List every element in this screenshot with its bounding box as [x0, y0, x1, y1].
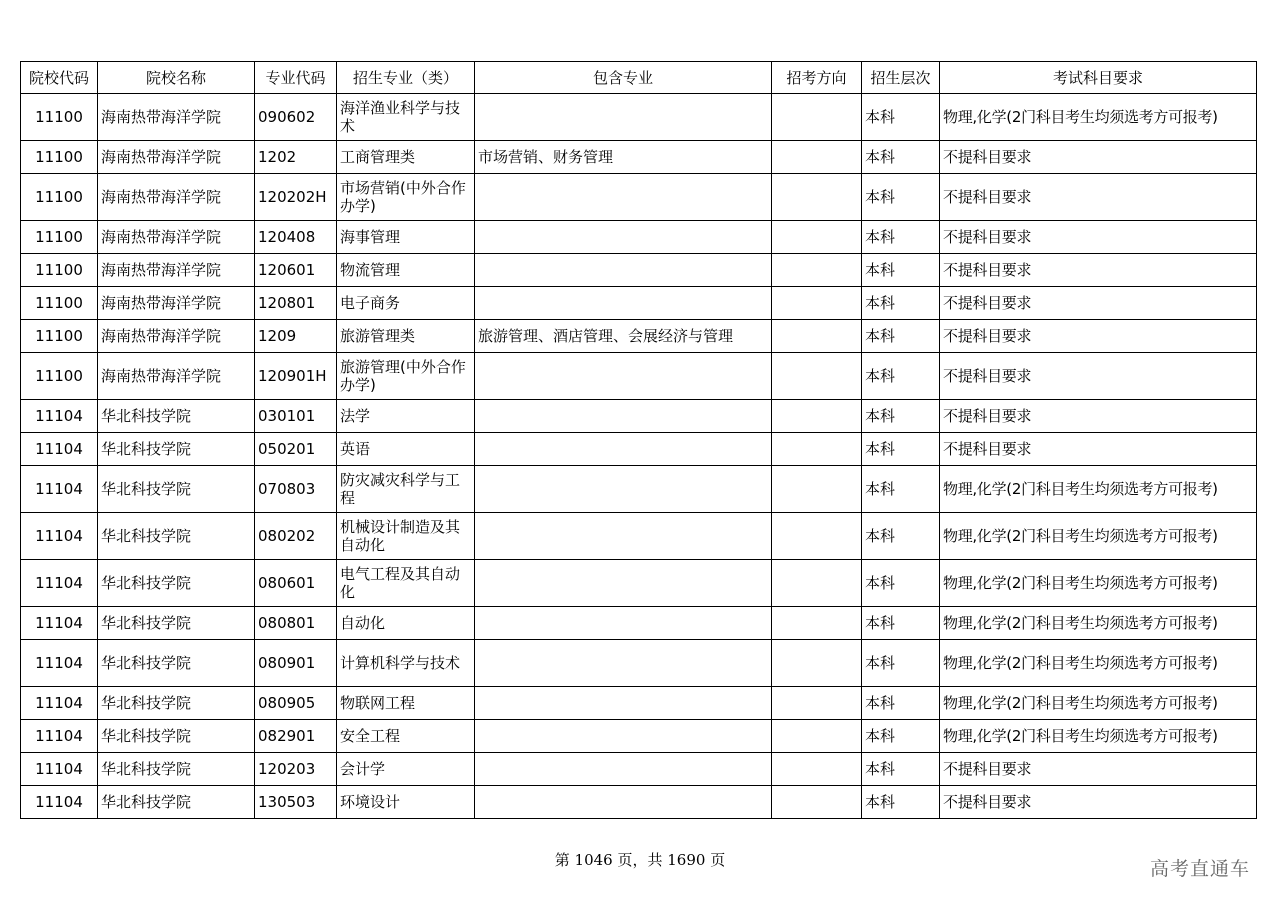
included-majors-cell: 市场营销、财务管理 [475, 141, 772, 174]
level-cell: 本科 [862, 687, 940, 720]
table-row [21, 687, 1257, 720]
direction-cell [772, 640, 862, 687]
level-cell: 本科 [862, 433, 940, 466]
direction-cell [772, 353, 862, 400]
major-cell: 电子商务 [337, 287, 475, 320]
table-row [21, 513, 1257, 560]
level-cell: 本科 [862, 174, 940, 221]
level-cell: 本科 [862, 400, 940, 433]
table-row [21, 221, 1257, 254]
level-cell: 本科 [862, 513, 940, 560]
table-body [21, 94, 1257, 819]
level-cell: 本科 [862, 287, 940, 320]
major-cell: 电气工程及其自动化 [337, 560, 475, 607]
included-majors-cell [475, 254, 772, 287]
subject-requirement-cell: 物理,化学(2门科目考生均须选考方可报考) [940, 560, 1257, 607]
level-cell: 本科 [862, 560, 940, 607]
major-code-cell: 050201 [255, 433, 337, 466]
direction-cell [772, 400, 862, 433]
included-majors-cell [475, 560, 772, 607]
included-majors-cell [475, 174, 772, 221]
level-cell: 本科 [862, 607, 940, 640]
table-row [21, 607, 1257, 640]
direction-cell [772, 753, 862, 786]
subject-requirement-cell: 不提科目要求 [940, 174, 1257, 221]
direction-cell [772, 466, 862, 513]
level-cell: 本科 [862, 320, 940, 353]
included-majors-cell [475, 513, 772, 560]
included-majors-cell [475, 786, 772, 819]
subject-requirement-cell: 不提科目要求 [940, 400, 1257, 433]
major-code-cell: 030101 [255, 400, 337, 433]
school-name-cell: 海南热带海洋学院 [98, 353, 255, 400]
subject-requirement-cell: 物理,化学(2门科目考生均须选考方可报考) [940, 640, 1257, 687]
major-code-cell: 120801 [255, 287, 337, 320]
direction-cell [772, 786, 862, 819]
table-row [21, 433, 1257, 466]
school-name-cell: 华北科技学院 [98, 640, 255, 687]
table-header [21, 62, 1257, 94]
subject-requirement-cell: 不提科目要求 [940, 254, 1257, 287]
school-name-cell: 华北科技学院 [98, 433, 255, 466]
major-code-cell: 080601 [255, 560, 337, 607]
major-code-cell: 082901 [255, 720, 337, 753]
school-name-cell: 海南热带海洋学院 [98, 221, 255, 254]
major-cell: 自动化 [337, 607, 475, 640]
direction-cell [772, 254, 862, 287]
table-row [21, 94, 1257, 141]
header-school-name: 院校名称 [98, 62, 255, 94]
included-majors-cell [475, 607, 772, 640]
major-cell: 旅游管理类 [337, 320, 475, 353]
header-included-majors: 包含专业 [475, 62, 772, 94]
table-row [21, 720, 1257, 753]
direction-cell [772, 320, 862, 353]
subject-requirement-cell: 不提科目要求 [940, 753, 1257, 786]
school-code-cell: 11104 [21, 560, 98, 607]
header-major-code: 专业代码 [255, 62, 337, 94]
included-majors-cell [475, 221, 772, 254]
school-name-cell: 海南热带海洋学院 [98, 287, 255, 320]
level-cell: 本科 [862, 353, 940, 400]
subject-requirement-cell: 不提科目要求 [940, 221, 1257, 254]
subject-requirement-cell: 物理,化学(2门科目考生均须选考方可报考) [940, 513, 1257, 560]
header-major: 招生专业（类） [337, 62, 475, 94]
major-code-cell: 120202H [255, 174, 337, 221]
major-code-cell: 120203 [255, 753, 337, 786]
subject-requirement-cell: 物理,化学(2门科目考生均须选考方可报考) [940, 466, 1257, 513]
school-code-cell: 11104 [21, 687, 98, 720]
major-cell: 英语 [337, 433, 475, 466]
table-row [21, 287, 1257, 320]
school-name-cell: 海南热带海洋学院 [98, 94, 255, 141]
school-code-cell: 11100 [21, 254, 98, 287]
subject-requirement-cell: 不提科目要求 [940, 786, 1257, 819]
table-row [21, 560, 1257, 607]
direction-cell [772, 433, 862, 466]
major-cell: 海洋渔业科学与技术 [337, 94, 475, 141]
level-cell: 本科 [862, 466, 940, 513]
school-name-cell: 华北科技学院 [98, 607, 255, 640]
table-row [21, 753, 1257, 786]
level-cell: 本科 [862, 786, 940, 819]
school-code-cell: 11104 [21, 607, 98, 640]
school-name-cell: 海南热带海洋学院 [98, 141, 255, 174]
school-code-cell: 11104 [21, 753, 98, 786]
school-code-cell: 11100 [21, 94, 98, 141]
level-cell: 本科 [862, 640, 940, 687]
major-cell: 法学 [337, 400, 475, 433]
major-cell: 计算机科学与技术 [337, 640, 475, 687]
school-name-cell: 海南热带海洋学院 [98, 254, 255, 287]
school-code-cell: 11104 [21, 720, 98, 753]
major-cell: 旅游管理(中外合作办学) [337, 353, 475, 400]
header-row [21, 62, 1257, 94]
included-majors-cell [475, 753, 772, 786]
subject-requirement-cell: 不提科目要求 [940, 353, 1257, 400]
major-code-cell: 120601 [255, 254, 337, 287]
level-cell: 本科 [862, 753, 940, 786]
table-row [21, 174, 1257, 221]
major-code-cell: 080901 [255, 640, 337, 687]
school-name-cell: 华北科技学院 [98, 466, 255, 513]
included-majors-cell [475, 433, 772, 466]
major-cell: 防灾减灾科学与工程 [337, 466, 475, 513]
included-majors-cell [475, 94, 772, 141]
major-cell: 环境设计 [337, 786, 475, 819]
included-majors-cell [475, 353, 772, 400]
subject-requirement-cell: 物理,化学(2门科目考生均须选考方可报考) [940, 687, 1257, 720]
subject-requirement-cell: 物理,化学(2门科目考生均须选考方可报考) [940, 720, 1257, 753]
school-name-cell: 华北科技学院 [98, 720, 255, 753]
level-cell: 本科 [862, 720, 940, 753]
major-code-cell: 080202 [255, 513, 337, 560]
direction-cell [772, 607, 862, 640]
level-cell: 本科 [862, 221, 940, 254]
major-cell: 物流管理 [337, 254, 475, 287]
direction-cell [772, 94, 862, 141]
major-cell: 工商管理类 [337, 141, 475, 174]
level-cell: 本科 [862, 141, 940, 174]
header-school-code: 院校代码 [21, 62, 98, 94]
included-majors-cell [475, 466, 772, 513]
subject-requirement-cell: 物理,化学(2门科目考生均须选考方可报考) [940, 94, 1257, 141]
direction-cell [772, 687, 862, 720]
table-row [21, 640, 1257, 687]
table-row [21, 141, 1257, 174]
major-cell: 安全工程 [337, 720, 475, 753]
school-code-cell: 11104 [21, 400, 98, 433]
table-row [21, 466, 1257, 513]
subject-requirement-cell: 不提科目要求 [940, 287, 1257, 320]
subject-requirement-cell: 物理,化学(2门科目考生均须选考方可报考) [940, 607, 1257, 640]
school-name-cell: 华北科技学院 [98, 687, 255, 720]
direction-cell [772, 141, 862, 174]
subject-requirement-cell: 不提科目要求 [940, 433, 1257, 466]
direction-cell [772, 221, 862, 254]
table-row [21, 353, 1257, 400]
major-code-cell: 090602 [255, 94, 337, 141]
major-cell: 市场营销(中外合作办学) [337, 174, 475, 221]
included-majors-cell [475, 720, 772, 753]
school-name-cell: 华北科技学院 [98, 400, 255, 433]
school-code-cell: 11104 [21, 513, 98, 560]
major-code-cell: 080801 [255, 607, 337, 640]
major-code-cell: 1202 [255, 141, 337, 174]
table-row [21, 320, 1257, 353]
page-number: 第 1046 页，共 1690 页 [554, 851, 726, 869]
included-majors-cell [475, 287, 772, 320]
included-majors-cell: 旅游管理、酒店管理、会展经济与管理 [475, 320, 772, 353]
direction-cell [772, 287, 862, 320]
included-majors-cell [475, 640, 772, 687]
level-cell: 本科 [862, 254, 940, 287]
major-cell: 物联网工程 [337, 687, 475, 720]
direction-cell [772, 174, 862, 221]
header-level: 招生层次 [862, 62, 940, 94]
table-row [21, 786, 1257, 819]
major-code-cell: 120901H [255, 353, 337, 400]
table-row [21, 400, 1257, 433]
school-name-cell: 华北科技学院 [98, 786, 255, 819]
school-code-cell: 11100 [21, 174, 98, 221]
major-code-cell: 120408 [255, 221, 337, 254]
major-cell: 海事管理 [337, 221, 475, 254]
school-name-cell: 海南热带海洋学院 [98, 174, 255, 221]
table-row [21, 254, 1257, 287]
school-code-cell: 11100 [21, 353, 98, 400]
watermark-text: 高考直通车 [1149, 858, 1250, 880]
school-code-cell: 11104 [21, 640, 98, 687]
level-cell: 本科 [862, 94, 940, 141]
school-code-cell: 11100 [21, 320, 98, 353]
school-code-cell: 11104 [21, 433, 98, 466]
direction-cell [772, 560, 862, 607]
major-code-cell: 1209 [255, 320, 337, 353]
included-majors-cell [475, 400, 772, 433]
major-code-cell: 070803 [255, 466, 337, 513]
school-name-cell: 华北科技学院 [98, 513, 255, 560]
admission-table [20, 61, 1257, 819]
included-majors-cell [475, 687, 772, 720]
header-direction: 招考方向 [772, 62, 862, 94]
subject-requirement-cell: 不提科目要求 [940, 320, 1257, 353]
school-code-cell: 11100 [21, 141, 98, 174]
school-name-cell: 海南热带海洋学院 [98, 320, 255, 353]
major-cell: 会计学 [337, 753, 475, 786]
direction-cell [772, 513, 862, 560]
header-subject-requirement: 考试科目要求 [940, 62, 1257, 94]
school-code-cell: 11100 [21, 221, 98, 254]
major-code-cell: 080905 [255, 687, 337, 720]
school-name-cell: 华北科技学院 [98, 753, 255, 786]
major-cell: 机械设计制造及其自动化 [337, 513, 475, 560]
school-code-cell: 11104 [21, 786, 98, 819]
subject-requirement-cell: 不提科目要求 [940, 141, 1257, 174]
direction-cell [772, 720, 862, 753]
school-code-cell: 11100 [21, 287, 98, 320]
major-code-cell: 130503 [255, 786, 337, 819]
school-code-cell: 11104 [21, 466, 98, 513]
school-name-cell: 华北科技学院 [98, 560, 255, 607]
